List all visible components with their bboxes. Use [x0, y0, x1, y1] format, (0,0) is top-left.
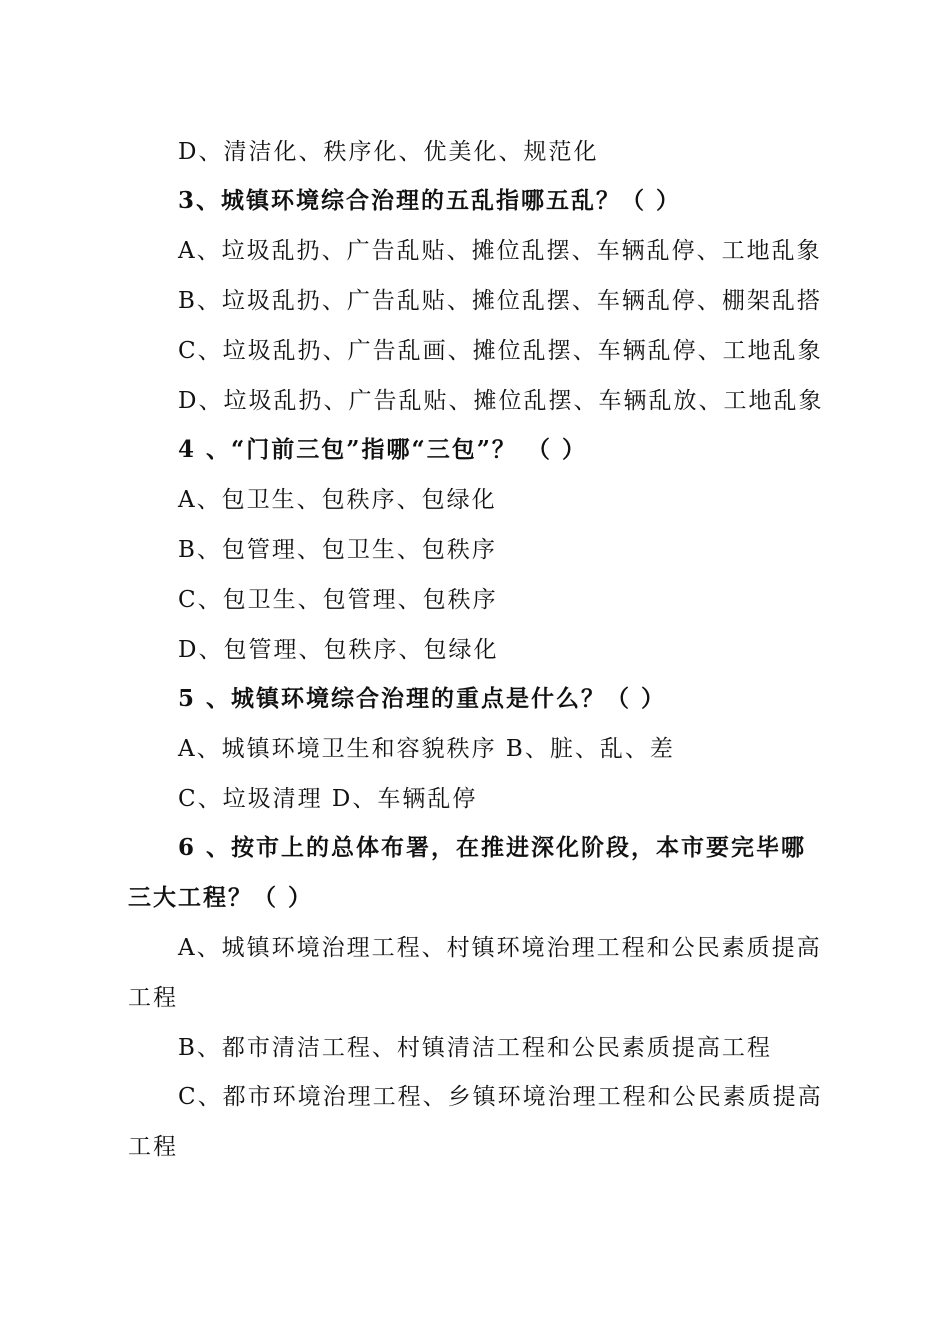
question-6: 6 、按市上的总体布署，在推进深化阶段，本市要完毕哪 [178, 834, 807, 861]
question-4: 4 、“门前三包”指哪“三包”？ （ ） [178, 436, 587, 463]
option-a-q6: A、城镇环境治理工程、村镇环境治理工程和公民素质提高 [178, 935, 822, 961]
option-a-q6-continued: 工程 [128, 985, 178, 1011]
option-c-q3: C、垃圾乱扔、广告乱画、摊位乱摆、车辆乱停、工地乱象 [178, 338, 823, 364]
option-d-q3: D、垃圾乱扔、广告乱贴、摊位乱摆、车辆乱放、工地乱象 [178, 388, 824, 414]
option-b-q3: B、垃圾乱扔、广告乱贴、摊位乱摆、车辆乱停、棚架乱搭 [178, 288, 822, 314]
option-c-q4: C、包卫生、包管理、包秩序 [178, 587, 498, 613]
options-cd-q5: C、垃圾清理 D、车辆乱停 [178, 786, 478, 812]
option-d-q4: D、包管理、包秩序、包绿化 [178, 637, 499, 663]
option-c-q6-continued: 工程 [128, 1134, 178, 1160]
option-b-q4: B、包管理、包卫生、包秩序 [178, 537, 497, 563]
option-c-q6: C、都市环境治理工程、乡镇环境治理工程和公民素质提高 [178, 1084, 823, 1110]
options-ab-q5: A、城镇环境卫生和容貌秩序 B、脏、乱、差 [178, 736, 675, 762]
option-a-q3: A、垃圾乱扔、广告乱贴、摊位乱摆、车辆乱停、工地乱象 [178, 238, 822, 264]
option-a-q4: A、包卫生、包秩序、包绿化 [178, 487, 497, 513]
question-3: 3、城镇环境综合治理的五乱指哪五乱？（ ） [178, 187, 682, 214]
option-b-q6: B、都市清洁工程、村镇清洁工程和公民素质提高工程 [178, 1035, 772, 1061]
question-6-continued: 三大工程？（ ） [128, 884, 314, 911]
option-d-q2: D、清洁化、秩序化、优美化、规范化 [178, 139, 599, 165]
question-5: 5 、城镇环境综合治理的重点是什么？（ ） [178, 685, 667, 712]
